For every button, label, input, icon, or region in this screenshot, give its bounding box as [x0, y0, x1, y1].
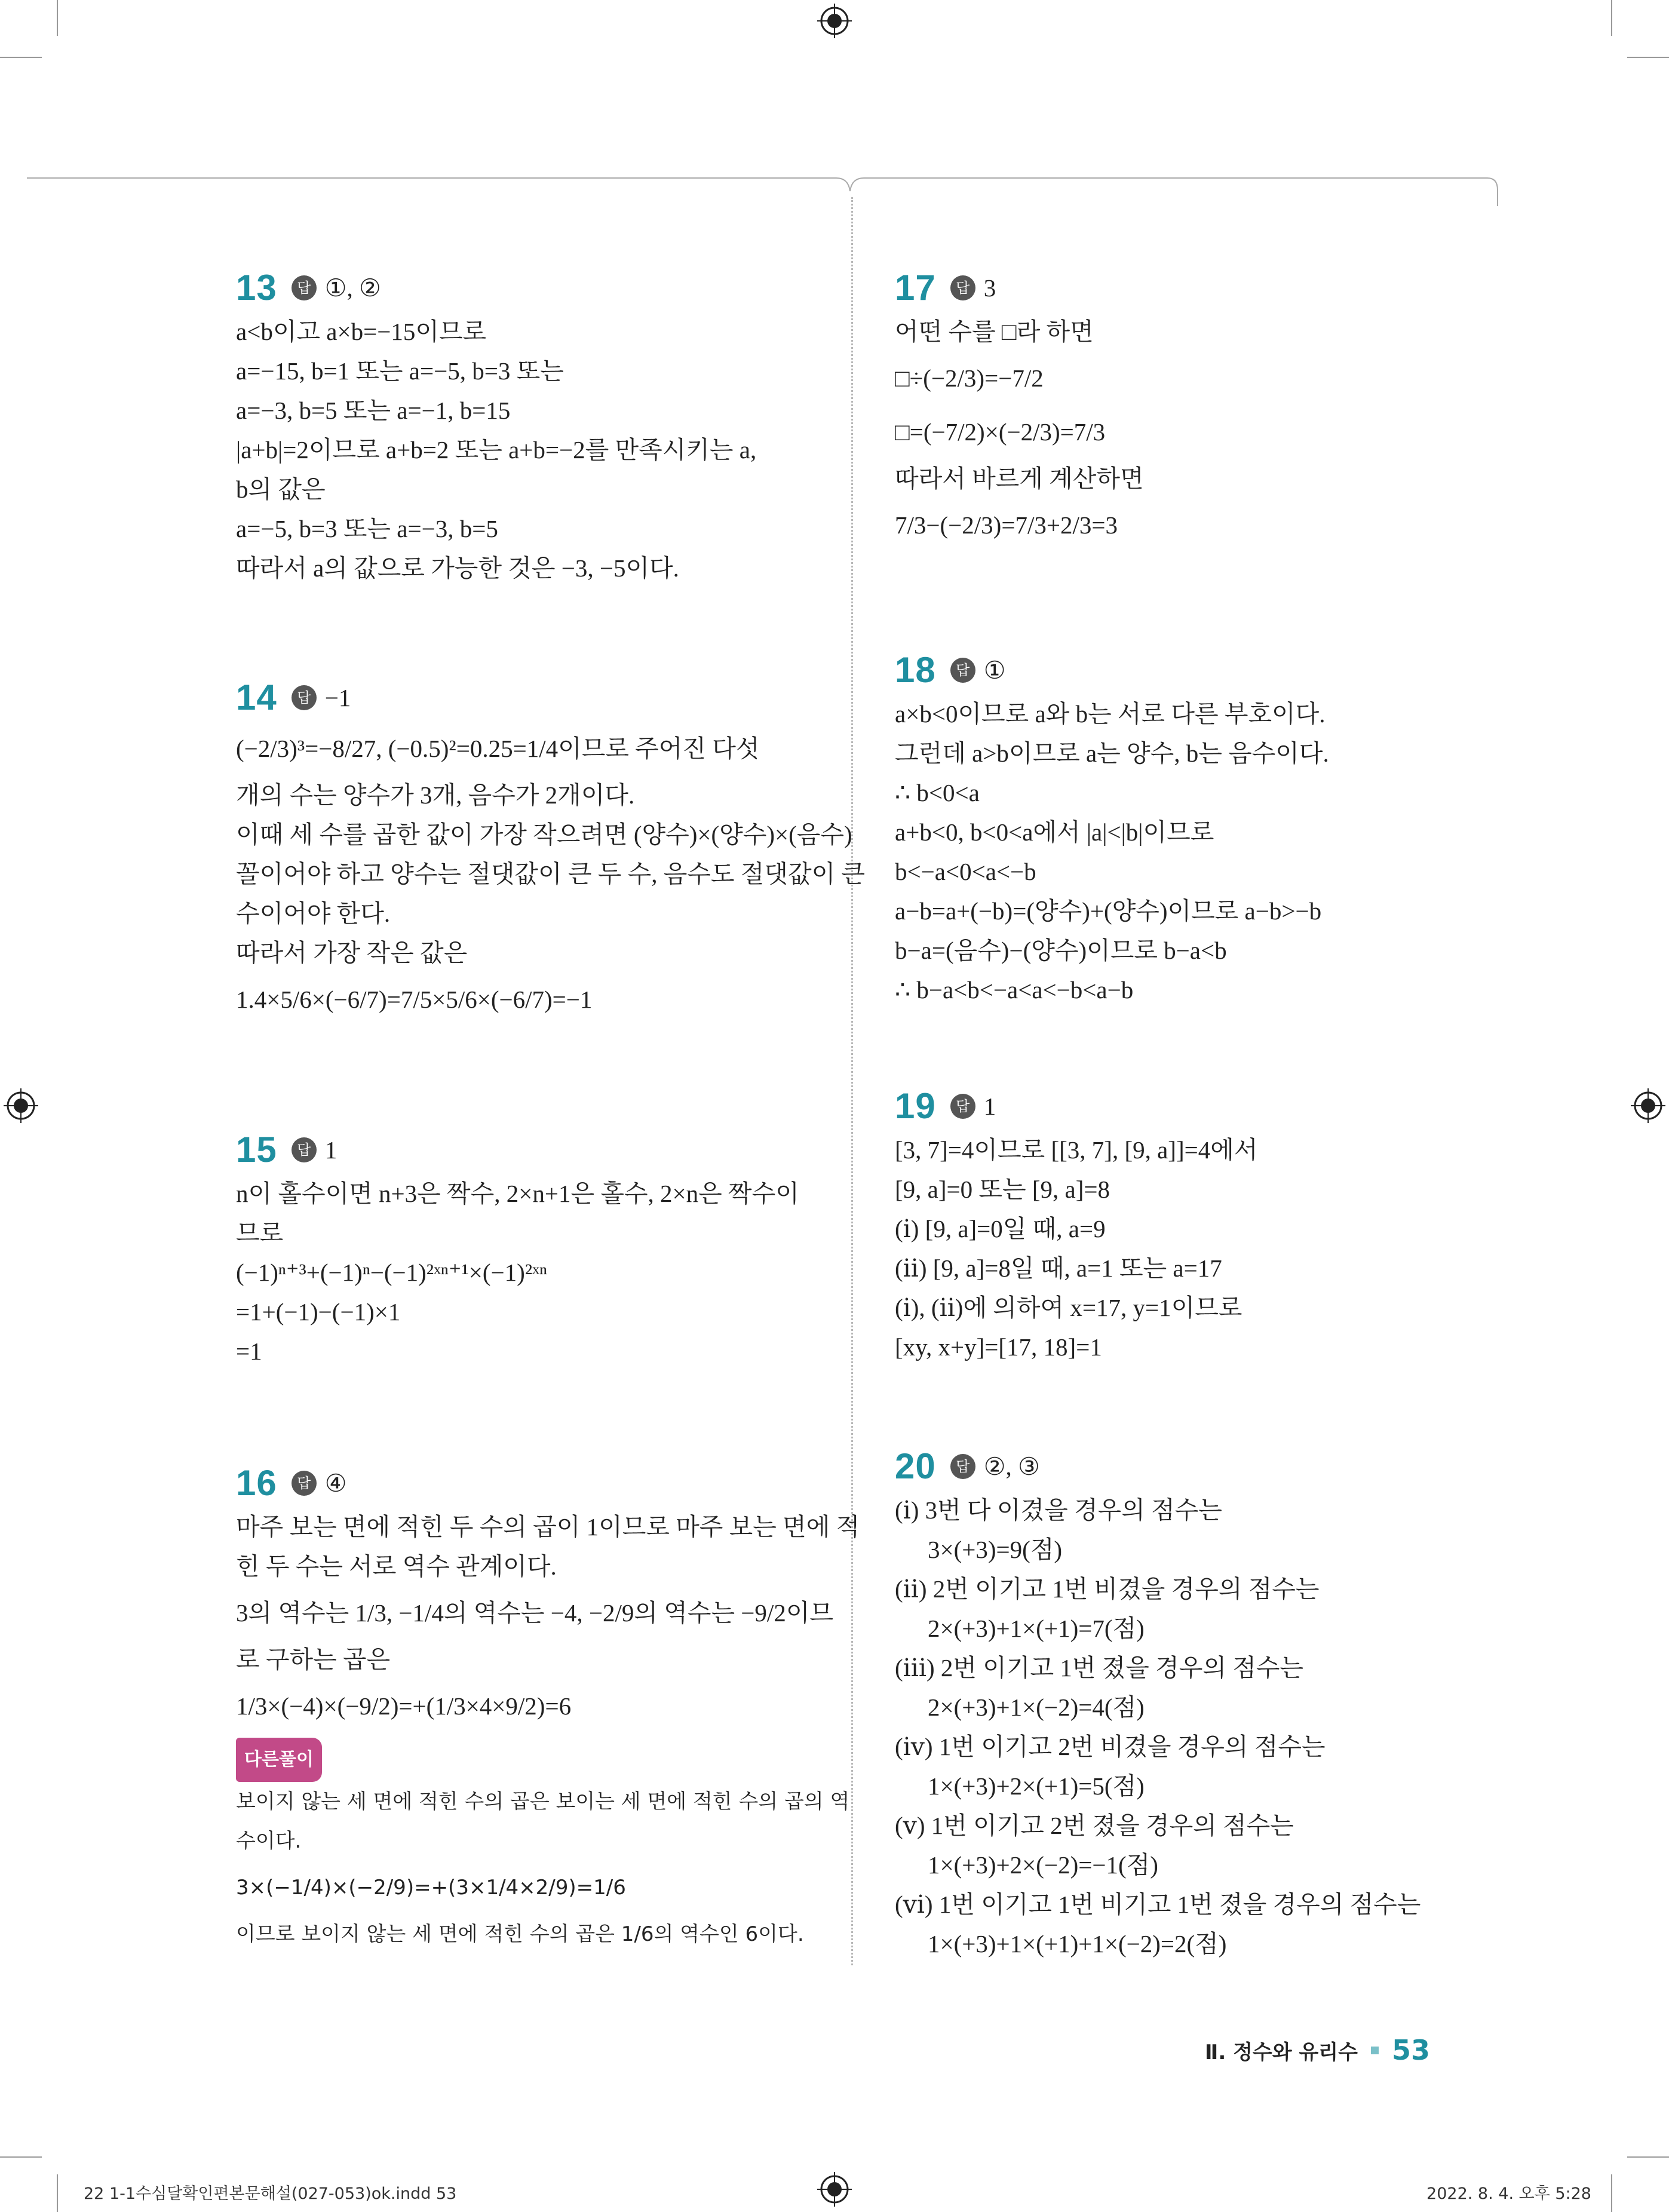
answer-badge-icon: 답: [292, 685, 317, 710]
problem-14: [236, 674, 866, 1026]
solution-line: (−1)ⁿ⁺³+(−1)ⁿ−(−1)²ˣⁿ⁺¹×(−1)²ˣⁿ: [236, 1259, 547, 1286]
problem-number: 13: [236, 268, 277, 308]
solution-line: □=(−7/2)×(−2/3)=7/3: [895, 418, 1106, 446]
solution-line: =1+(−1)−(−1)×1: [236, 1298, 401, 1326]
solution-line: 1.4×5/6×(−6/7)=7/5×5/6×(−6/7)=−1: [236, 986, 593, 1013]
solution-line: a×b<0이므로 a와 b는 서로 다른 부호이다.: [895, 700, 1326, 728]
section-title: Ⅱ. 정수와 유리수: [1204, 2040, 1358, 2064]
answer-badge-icon: 답: [292, 1471, 317, 1496]
registration-mark-icon: [817, 4, 852, 38]
solution-line: [9, a]=0 또는 [9, a]=8: [895, 1176, 1110, 1203]
solution-line: 1×(+3)+2×(+1)=5(점): [928, 1772, 1145, 1800]
crop-mark: [1611, 0, 1612, 36]
solution-line: |a+b|=2이므로 a+b=2 또는 a+b=−2를 만족시키는 a,: [236, 436, 757, 464]
alt-solution-line: 이므로 보이지 않는 세 면에 적힌 수의 곱은 1/6의 역수인 6이다.: [236, 1922, 804, 1946]
answer-badge-icon: 답: [950, 1454, 975, 1479]
answer-badge-icon: 답: [950, 1094, 975, 1119]
answer-value: 1: [324, 1136, 338, 1164]
answer-value: ①: [983, 656, 1006, 684]
solution-line: [3, 7]=4이므로 [[3, 7], [9, a]]=4에서: [895, 1136, 1258, 1164]
registration-mark-icon: [4, 1088, 38, 1123]
crop-mark: [1627, 57, 1669, 58]
problem-number: 20: [895, 1446, 936, 1486]
problem-16: [236, 1459, 860, 1954]
answer-value: 3: [983, 274, 996, 302]
column-divider: [851, 197, 853, 1965]
answer-badge-icon: 답: [292, 1137, 317, 1162]
answer-value: ④: [324, 1469, 347, 1497]
solution-line: 2×(+3)+1×(+1)=7(점): [928, 1615, 1145, 1642]
problem-20: [895, 1443, 1456, 1964]
problem-number: 15: [236, 1130, 277, 1170]
problem-number: 14: [236, 677, 277, 717]
solution-line: a<b이고 a×b=−15이므로: [236, 318, 487, 345]
alt-solution-line: 보이지 않는 세 면에 적힌 수의 곱은 보이는 세 면에 적힌 수의 곱의 역: [236, 1790, 850, 1814]
solution-line: 따라서 가장 작은 값은: [236, 939, 468, 967]
crop-mark: [1627, 2156, 1669, 2158]
solution-line: (ⅰ) [9, a]=0일 때, a=9: [895, 1215, 1106, 1242]
solution-line: [xy, x+y]=[17, 18]=1: [895, 1333, 1102, 1361]
solution-line: ∴ b<0<a: [895, 779, 980, 806]
problem-number: 17: [895, 268, 936, 308]
problem-15: [236, 1126, 821, 1371]
solution-line: a=−15, b=1 또는 a=−5, b=3 또는: [236, 357, 564, 385]
solution-line: (ⅰ) 3번 다 이겼을 경우의 점수는: [895, 1496, 1222, 1524]
solution-line: (ⅵ) 1번 이기고 1번 비기고 1번 졌을 경우의 점수는: [895, 1891, 1421, 1918]
problem-13: [236, 264, 821, 588]
answer-badge-icon: 답: [950, 275, 975, 300]
solution-line: a=−5, b=3 또는 a=−3, b=5: [236, 515, 498, 542]
answer-value: −1: [324, 684, 351, 711]
crop-mark: [57, 2174, 58, 2212]
problem-number: 16: [236, 1463, 277, 1503]
solution-line: 로 구하는 곱은: [236, 1646, 391, 1673]
alt-solution-line: 3×(−1/4)×(−2/9)=+(3×1/4×2/9)=1/6: [236, 1876, 626, 1900]
page-footer: [1205, 2034, 1430, 2066]
print-slug-datetime: 2022. 8. 4. 오후 5:28: [1426, 2185, 1591, 2203]
solution-line: 어떤 수를 □라 하면: [895, 318, 1094, 345]
solution-line: b<−a<0<a<−b: [895, 858, 1036, 885]
solution-line: 그런데 a>b이므로 a는 양수, b는 음수이다.: [895, 740, 1329, 767]
problem-18: [895, 646, 1456, 1010]
solution-line: □÷(−2/3)=−7/2: [895, 364, 1044, 392]
crop-mark: [57, 0, 58, 36]
solution-line: 1/3×(−4)×(−9/2)=+(1/3×4×9/2)=6: [236, 1692, 572, 1720]
answer-value: 1: [983, 1093, 996, 1120]
answer-value: ②, ③: [983, 1453, 1040, 1480]
solution-line: 이때 세 수를 곱한 값이 가장 작으려면 (양수)×(양수)×(음수): [236, 821, 852, 848]
solution-line: 따라서 바르게 계산하면: [895, 465, 1144, 492]
solution-line: (ⅳ) 1번 이기고 2번 비겼을 경우의 점수는: [895, 1733, 1326, 1760]
solution-line: (−2/3)³=−8/27, (−0.5)²=0.25=1/4이므로 주어진 다섯: [236, 735, 760, 762]
solution-line: a=−3, b=5 또는 a=−1, b=15: [236, 397, 511, 424]
print-slug-filename: 22 1-1수심달확인편본문해설(027-053)ok.indd 53: [84, 2185, 457, 2203]
answer-badge-icon: 답: [292, 275, 317, 300]
solution-line: 므로: [236, 1219, 284, 1247]
solution-line: 2×(+3)+1×(−2)=4(점): [928, 1693, 1145, 1721]
separator-square-icon: [1371, 2047, 1379, 2054]
answer-value: ①, ②: [324, 274, 381, 302]
problem-number: 19: [895, 1086, 936, 1126]
solution-line: 마주 보는 면에 적힌 두 수의 곱이 1이므로 마주 보는 면에 적: [236, 1513, 860, 1541]
solution-line: 3의 역수는 1/3, −1/4의 역수는 −4, −2/9의 역수는 −9/2이므: [236, 1599, 834, 1627]
solution-line: (ⅴ) 1번 이기고 2번 졌을 경우의 점수는: [895, 1812, 1294, 1839]
crop-mark: [1611, 2174, 1612, 2212]
solution-line: (ⅱ) [9, a]=8일 때, a=1 또는 a=17: [895, 1254, 1222, 1282]
solution-line: 개의 수는 양수가 3개, 음수가 2개이다.: [236, 781, 635, 809]
crop-mark: [0, 2156, 42, 2158]
solution-line: (ⅰ), (ⅱ)에 의하여 x=17, y=1이므로: [895, 1294, 1242, 1321]
solution-line: ∴ b−a<b<−a<a<−b<a−b: [895, 976, 1134, 1004]
solution-line: a+b<0, b<0<a에서 |a|<|b|이므로: [895, 818, 1214, 846]
problem-19: [895, 1082, 1456, 1367]
solution-line: 1×(+3)+1×(+1)+1×(−2)=2(점): [928, 1930, 1227, 1958]
solution-line: =1: [236, 1337, 262, 1365]
solution-line: 7/3−(−2/3)=7/3+2/3=3: [895, 511, 1118, 539]
registration-mark-icon: [817, 2172, 852, 2207]
solution-line: (ⅲ) 2번 이기고 1번 졌을 경우의 점수는: [895, 1654, 1304, 1682]
solution-line: n이 홀수이면 n+3은 짝수, 2×n+1은 홀수, 2×n은 짝수이: [236, 1180, 799, 1207]
solution-line: 힌 두 수는 서로 역수 관계이다.: [236, 1553, 557, 1580]
answer-badge-icon: 답: [950, 658, 975, 683]
crop-mark: [0, 57, 42, 58]
page-number: 53: [1391, 2034, 1430, 2066]
solution-line: 꼴이어야 하고 양수는 절댓값이 큰 두 수, 음수도 절댓값이 큰: [236, 860, 866, 888]
solution-line: (ⅱ) 2번 이기고 1번 비겼을 경우의 점수는: [895, 1575, 1320, 1603]
problem-17: [895, 264, 1456, 552]
problem-number: 18: [895, 650, 936, 690]
solution-line: 3×(+3)=9(점): [928, 1536, 1063, 1563]
registration-mark-icon: [1631, 1088, 1665, 1123]
alt-solution-line: 수이다.: [236, 1829, 302, 1853]
solution-line: 따라서 a의 값으로 가능한 것은 −3, −5이다.: [236, 554, 679, 582]
solution-line: 수이어야 한다.: [236, 900, 391, 927]
solution-line: b−a=(음수)−(양수)이므로 b−a<b: [895, 937, 1227, 964]
solution-line: b의 값은: [236, 475, 326, 503]
solution-line: 1×(+3)+2×(−2)=−1(점): [928, 1851, 1158, 1879]
solution-line: a−b=a+(−b)=(양수)+(양수)이므로 a−b>−b: [895, 897, 1322, 925]
alternative-solution-badge: 다른풀이: [236, 1738, 322, 1782]
page-frame-top: [27, 173, 1502, 209]
